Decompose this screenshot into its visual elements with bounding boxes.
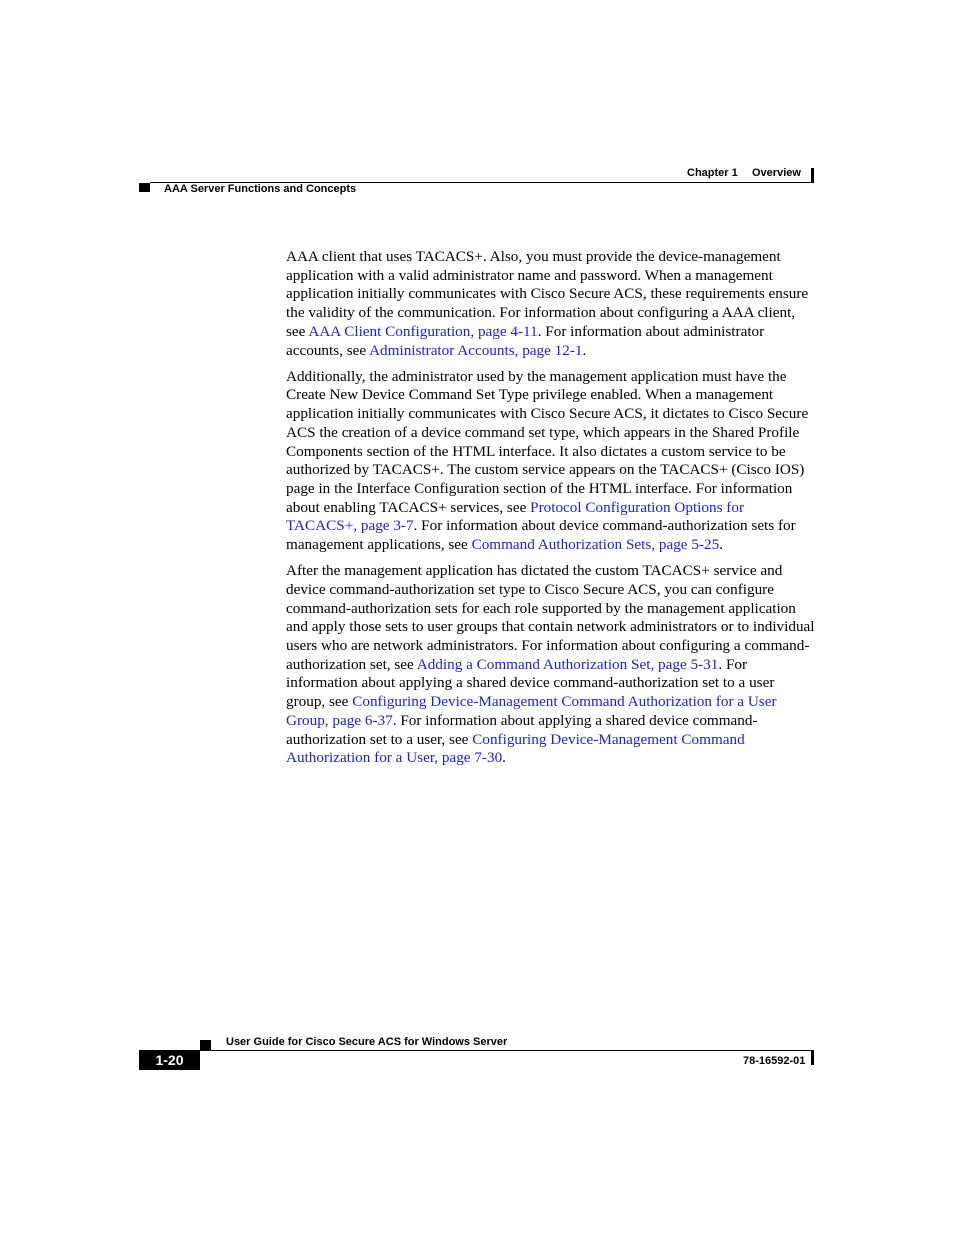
footer-end-bar	[811, 1051, 814, 1065]
link-adding-command-authorization-set[interactable]: Adding a Command Authorization Set, page 5-31	[416, 655, 719, 673]
footer-guide-title	[226, 1036, 507, 1048]
guide-title: User Guide for Cisco Secure ACS for Windows Server	[226, 1036, 508, 1048]
link-command-authorization-sets[interactable]: Command Authorization Sets, page 5-25	[471, 536, 720, 554]
body-text	[286, 248, 816, 775]
link-protocol-configuration-options[interactable]: Protocol Configuration Options for TACACS+, page 3-7	[286, 498, 744, 535]
text-segment: Additionally, the administrator used by the management application must have the Create New Device Command Set Type privilege enabled. When a management application initially communicates with Cisco Secure ACS, it dictates to Cisco Secure ACS the creation of a device command set type, which appears in the Shared Profile Components section of the HTML interface. It also dictates a custom service to be authorized by TACACS+. The custom service appears on the TACACS+ (Cisco IOS) page in the Interface Configuration section of the HTML interface. For information about enabling TACACS+ services, see	[286, 367, 809, 516]
header-chapter-title	[752, 167, 801, 179]
footer-rule	[200, 1050, 814, 1051]
section-marker	[139, 183, 150, 192]
text-segment: .	[502, 749, 506, 767]
text-segment: After the management application has dictated the custom TACACS+ service and device command-authorization set type to Cisco Secure ACS, you can configure command-authorization sets for each role supported by the management application and apply those sets to user groups that contain network administrators or to individual users who are network administrators. For information about configuring a command-authorization set, see	[286, 562, 815, 673]
paragraph	[286, 368, 816, 555]
link-configuring-device-management-user[interactable]: Configuring Device-Management Command Authorization for a User, page 7-30	[286, 730, 745, 767]
text-segment: . For information about applying a shared device command-authorization set to a user, see	[286, 711, 758, 748]
paragraph	[286, 248, 816, 360]
footer-doc-number	[743, 1055, 805, 1067]
header-chapter	[687, 167, 738, 179]
paragraph	[286, 562, 816, 768]
link-aaa-client-configuration[interactable]: AAA Client Configuration, page 4-11	[308, 322, 538, 340]
text-segment: .	[719, 536, 723, 554]
header-end-bar	[811, 168, 814, 183]
text-segment: . For information about applying a shared device command-authorization set to a user group, see	[286, 655, 775, 711]
chapter-title: Overview	[752, 167, 801, 179]
section-title: AAA Server Functions and Concepts	[164, 183, 357, 195]
link-configuring-device-management-user-group[interactable]: Configuring Device-Management Command Authorization for a User Group, page 6-37	[286, 693, 777, 729]
text-segment: AAA client that uses TACACS+. Also, you must provide the device-management application with a valid administrator name and password. When a management application initially communicates with Cisco Secure ACS, these requirements ensure the validity of the communication. For information about configuring a AAA client, see	[286, 248, 809, 340]
footer-marker	[200, 1040, 211, 1050]
doc-number: 78-16592-01	[743, 1055, 806, 1067]
text-segment: . For information about device command-authorization sets for management applications, see	[286, 517, 796, 554]
text-segment: . For information about administrator accounts, see	[286, 322, 765, 359]
header-section	[164, 183, 356, 195]
link-administrator-accounts[interactable]: Administrator Accounts, page 12-1	[369, 341, 583, 359]
text-segment: .	[582, 341, 587, 359]
chapter-label: Chapter 1	[687, 167, 738, 179]
page-number: 1-20	[155, 1052, 184, 1068]
page-number-box	[139, 1050, 200, 1070]
